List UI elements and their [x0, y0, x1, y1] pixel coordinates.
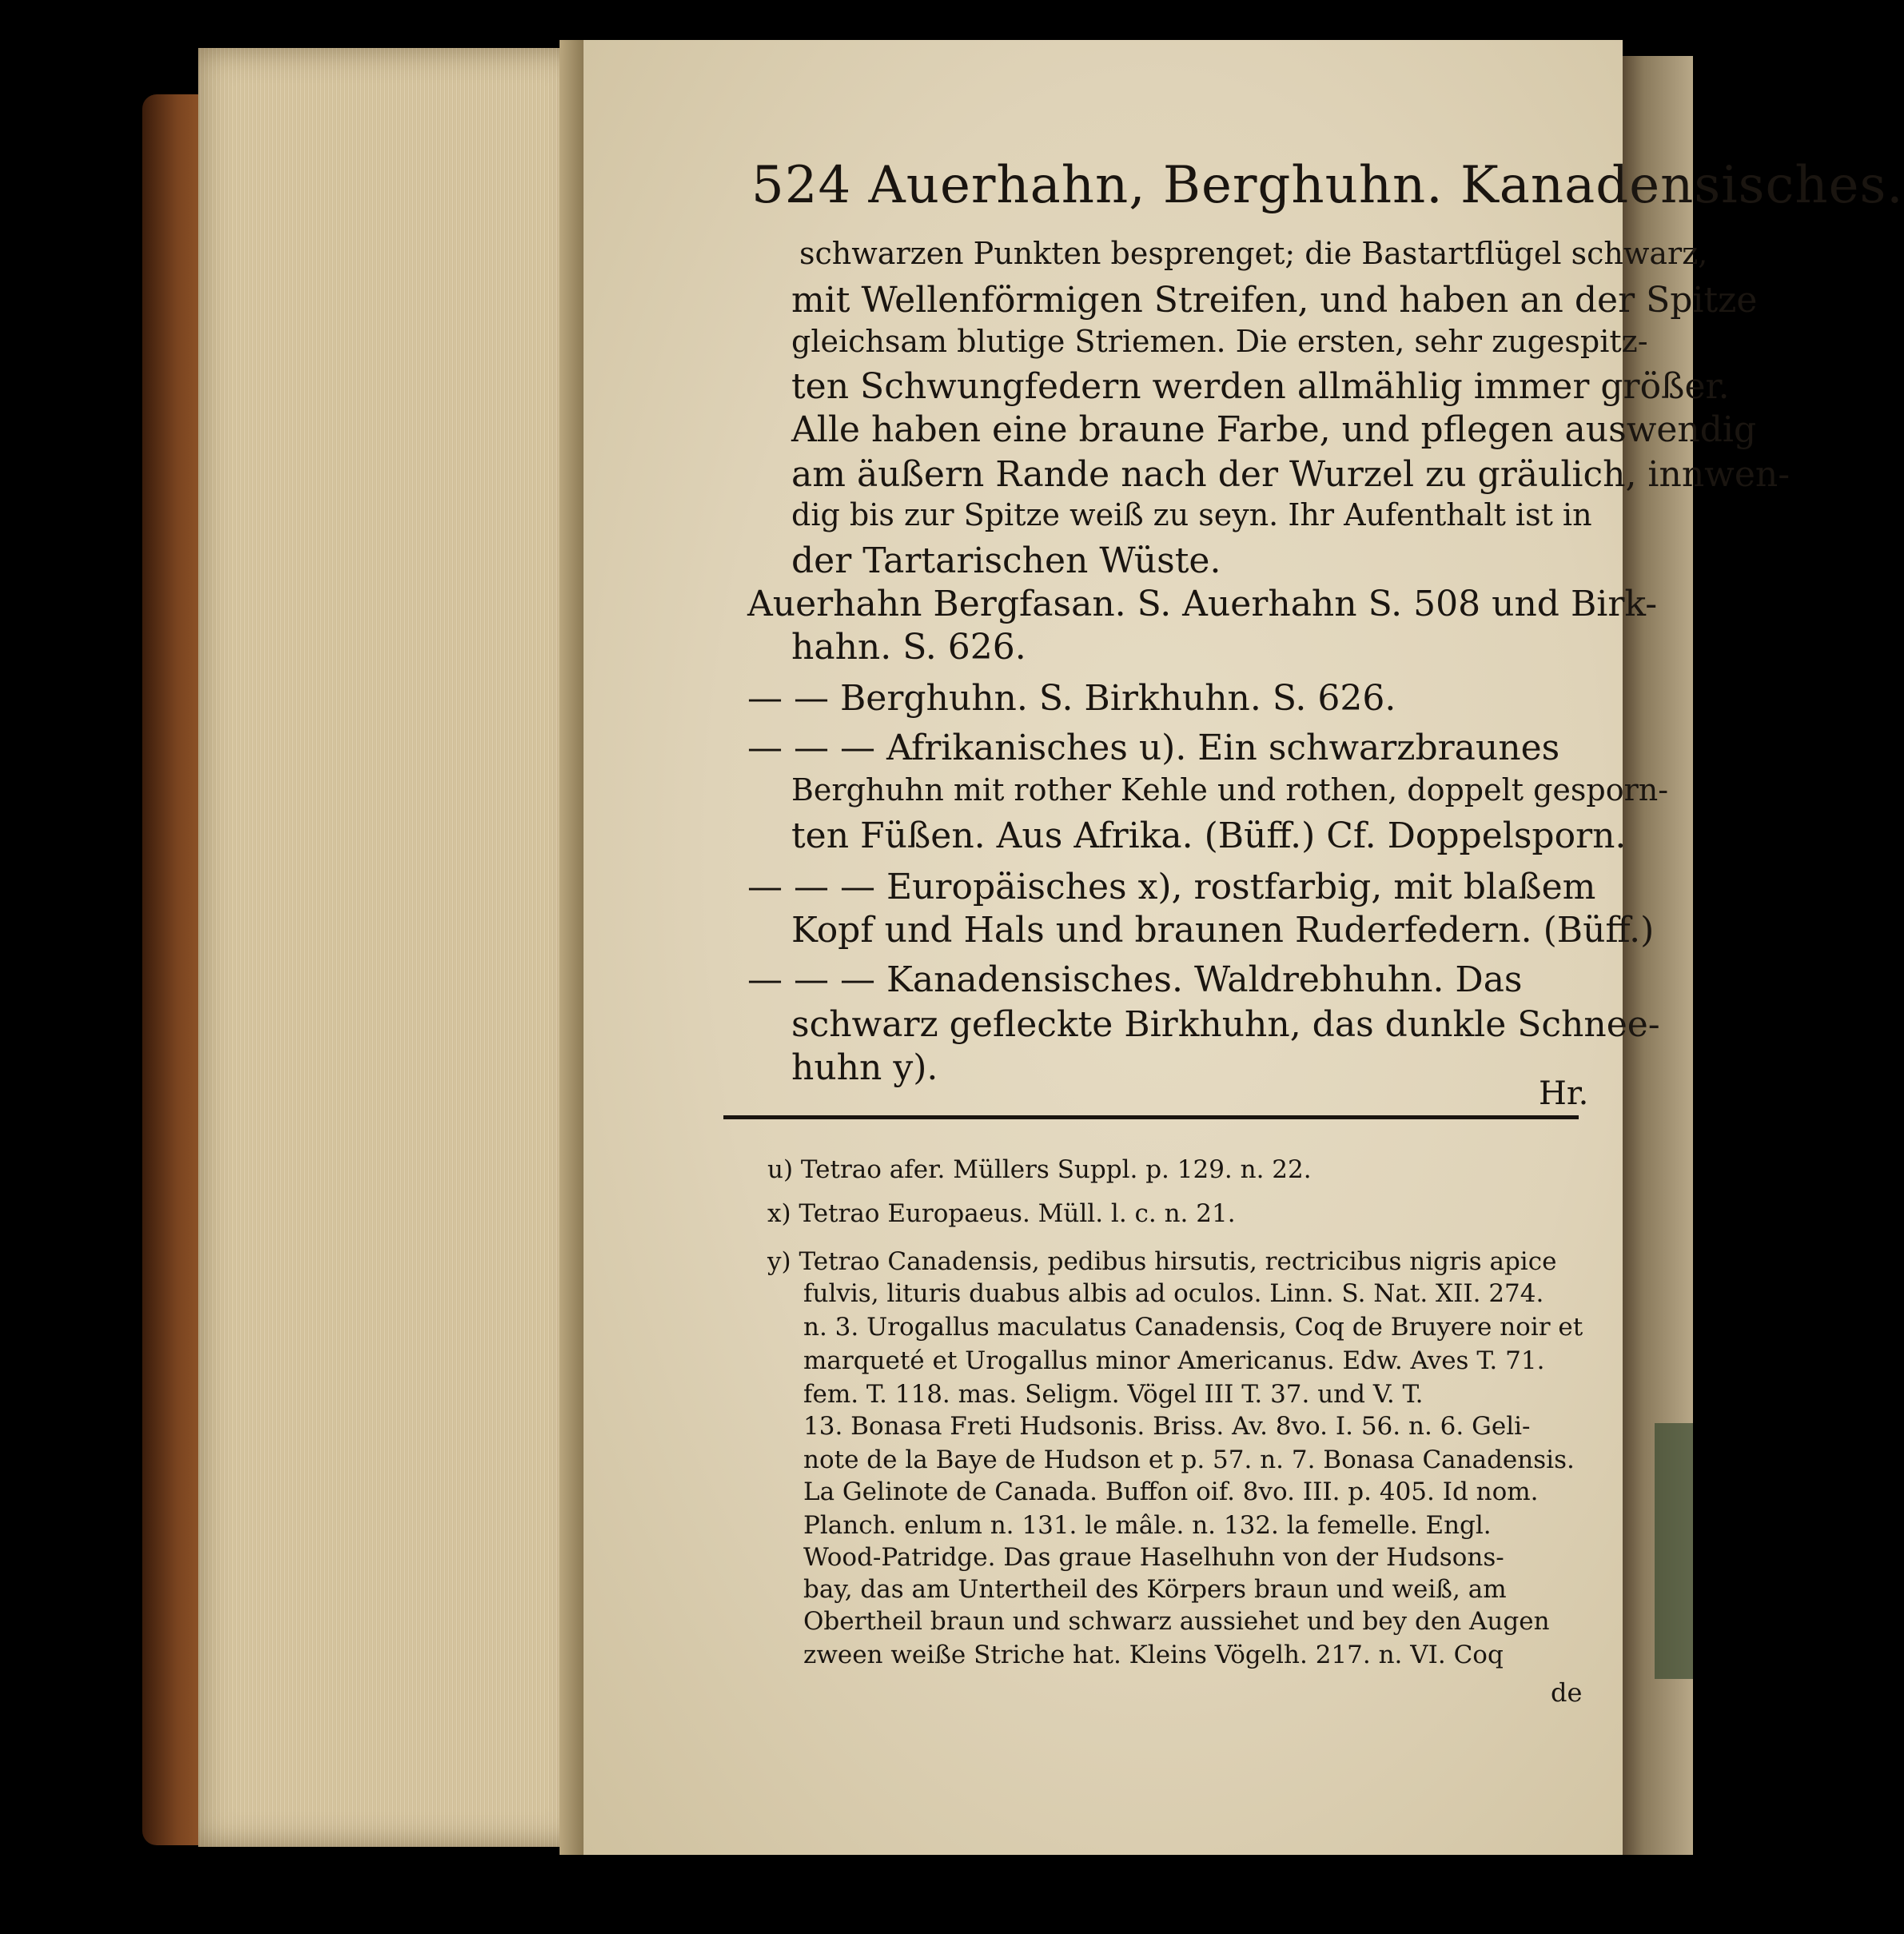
body-line: ten Füßen. Aus Afrika. (Büff.) Cf. Doppelsporn.	[791, 815, 1627, 856]
footnote-line: x) Tetrao Europaeus. Müll. l. c. n. 21.	[767, 1199, 1236, 1228]
body-line: Kopf und Hals und braunen Ruderfedern. (Büff.)	[791, 910, 1655, 951]
footnote-line: fem. T. 118. mas. Seligm. Vögel III T. 37. und V. T.	[803, 1380, 1424, 1409]
footnote-line: zween weiße Striche hat. Kleins Vögelh. 217. n. VI. Coq	[803, 1641, 1504, 1669]
footnote-line: La Gelinote de Canada. Buffon oif. 8vo. III. p. 405. Id nom.	[803, 1477, 1539, 1506]
page-header: 524 Auerhahn, Berghuhn. Kanadensisches.	[751, 156, 1904, 215]
footer-catchword: de	[1551, 1677, 1583, 1708]
body-line: dig bis zur Spitze weiß zu seyn. Ihr Aufenthalt ist in	[791, 497, 1592, 532]
body-line: am äußern Rande nach der Wurzel zu gräulich, innwen-	[791, 454, 1790, 495]
footnote-line: note de la Baye de Hudson et p. 57. n. 7. Bonasa Canadensis.	[803, 1446, 1575, 1474]
plate-illustration-edge	[1655, 1423, 1693, 1679]
footnote-line: Obertheil braun und schwarz aussiehet und bey den Augen	[803, 1607, 1550, 1636]
footnote-line: fulvis, lituris duabus albis ad oculos. Linn. S. Nat. XII. 274.	[803, 1279, 1544, 1308]
footnote-line: marqueté et Urogallus minor Americanus. Edw. Aves T. 71.	[803, 1346, 1545, 1375]
body-line: hahn. S. 626.	[791, 627, 1026, 668]
footnote-line: u) Tetrao afer. Müllers Suppl. p. 129. n. 22.	[767, 1155, 1312, 1184]
footnote-line: y) Tetrao Canadensis, pedibus hirsutis, rectricibus nigris apice	[767, 1247, 1557, 1276]
body-line: — — — Europäisches x), rostfarbig, mit blaßem	[747, 867, 1596, 907]
page-edges	[198, 48, 582, 1847]
body-line: — — Berghuhn. S. Birkhuhn. S. 626.	[747, 678, 1396, 719]
body-line: gleichsam blutige Striemen. Die ersten, sehr zugespitz-	[791, 324, 1648, 359]
footnote-line: n. 3. Urogallus maculatus Canadensis, Coq de Bruyere noir et	[803, 1313, 1583, 1342]
body-line: huhn y).	[791, 1047, 938, 1088]
footnote-rule	[723, 1115, 1579, 1119]
footnote-line: Wood-Patridge. Das graue Haselhuhn von der Hudsons-	[803, 1543, 1504, 1572]
body-line: — — — Kanadensisches. Waldrebhuhn. Das	[747, 959, 1523, 1000]
body-line: Alle haben eine braune Farbe, und pflegen auswendig	[791, 409, 1757, 450]
footnote-line: bay, das am Untertheil des Körpers braun und weiß, am	[803, 1575, 1507, 1604]
body-line: schwarzen Punkten besprenget; die Bastartflügel schwarz,	[799, 236, 1708, 271]
catchword: Hr.	[1539, 1075, 1589, 1112]
body-line: — — — Afrikanisches u). Ein schwarzbraunes	[747, 728, 1560, 768]
body-line: Auerhahn Bergfasan. S. Auerhahn S. 508 und Birk-	[747, 584, 1658, 624]
footnote-line: Planch. enlum n. 131. le mâle. n. 132. la femelle. Engl.	[803, 1511, 1492, 1540]
body-line: schwarz gefleckte Birkhuhn, das dunkle Schnee-	[791, 1004, 1660, 1045]
body-line: Berghuhn mit rother Kehle und rothen, doppelt gesporn-	[791, 772, 1669, 807]
body-line: der Tartarischen Wüste.	[791, 540, 1221, 581]
footnote-line: 13. Bonasa Freti Hudsonis. Briss. Av. 8vo. I. 56. n. 6. Geli-	[803, 1412, 1531, 1441]
body-line: ten Schwungfedern werden allmählig immer größer.	[791, 366, 1730, 407]
body-line: mit Wellenförmigen Streifen, und haben an der Spitze	[791, 280, 1758, 321]
